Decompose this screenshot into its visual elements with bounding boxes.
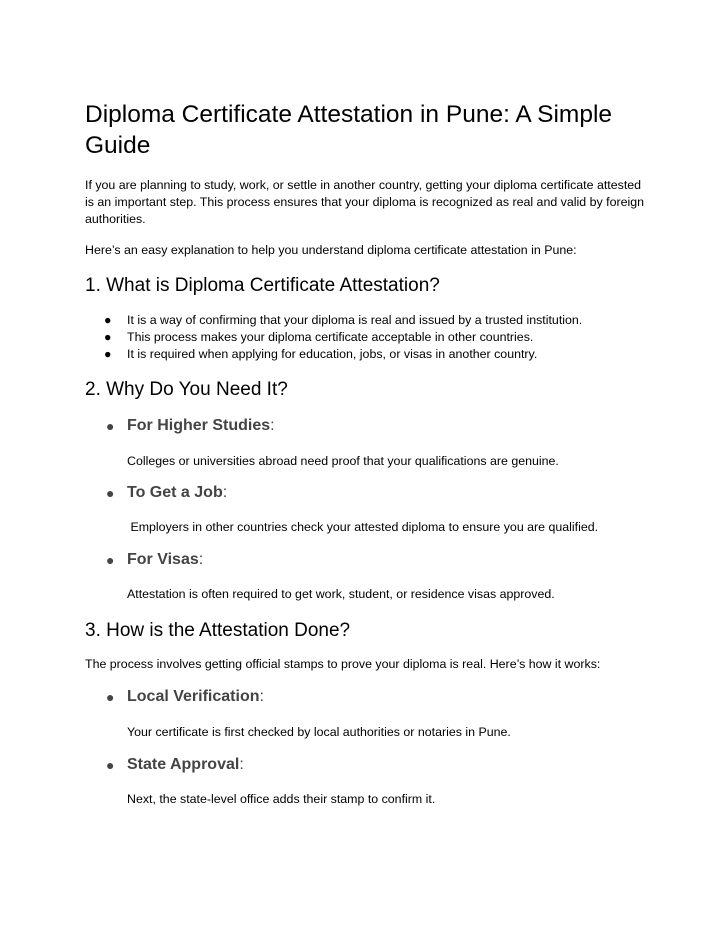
intro-paragraph-2: Here’s an easy explanation to help you understand diploma certificate attestation in Pune:	[85, 243, 577, 257]
bullet-icon: ●	[106, 485, 115, 501]
bullet-icon: ●	[106, 552, 115, 568]
bullet-icon: ●	[104, 313, 112, 327]
item-description: Next, the state-level office adds their stamp to confirm it.	[127, 792, 436, 806]
sub-heading-text: For Higher Studies	[127, 417, 271, 434]
item-description: Your certificate is first checked by local authorities or notaries in Pune.	[127, 725, 511, 739]
bullet-icon: ●	[106, 418, 115, 434]
page-title: Diploma Certificate Attestation in Pune: A Simple Guide	[85, 101, 613, 159]
colon: :	[239, 756, 244, 773]
list-item-text: It is a way of confirming that your diploma is real and issued by a trusted institution.	[127, 313, 583, 327]
list-item-text: This process makes your diploma certificate acceptable in other countries.	[127, 330, 534, 344]
section-2-heading: 2. Why Do You Need It?	[85, 379, 288, 400]
sub-heading-text: For Visas	[127, 551, 199, 568]
item-description: Employers in other countries check your attested diploma to ensure you are qualified.	[127, 520, 599, 534]
bullet-icon: ●	[106, 689, 115, 705]
section-1-heading: 1. What is Diploma Certificate Attestation?	[85, 275, 440, 296]
sub-heading-text: Local Verification	[127, 688, 260, 705]
bullet-icon: ●	[104, 330, 112, 344]
bullet-icon: ●	[104, 347, 112, 361]
item-description: Colleges or universities abroad need proof that your qualifications are genuine.	[127, 454, 559, 468]
sub-heading-text: State Approval	[127, 756, 240, 773]
sub-heading-text: To Get a Job	[127, 484, 223, 501]
colon: :	[222, 484, 228, 501]
section-3-intro: The process involves getting official stamps to prove your diploma is real. Here’s how it works:	[85, 657, 601, 671]
list-item-text: It is required when applying for education, jobs, or visas in another country.	[127, 347, 538, 361]
item-description: Attestation is often required to get work, student, or residence visas approved.	[127, 587, 555, 601]
section-3-heading: 3. How is the Attestation Done?	[85, 620, 351, 641]
colon: :	[270, 417, 275, 434]
intro-paragraph: If you are planning to study, work, or settle in another country, getting your diploma certificate attested is an important step. This process ensures that your diploma is recognized as real and valid by foreign authorities.	[85, 178, 645, 226]
bullet-icon: ●	[106, 757, 115, 773]
colon: :	[259, 688, 264, 705]
colon: :	[198, 551, 204, 568]
